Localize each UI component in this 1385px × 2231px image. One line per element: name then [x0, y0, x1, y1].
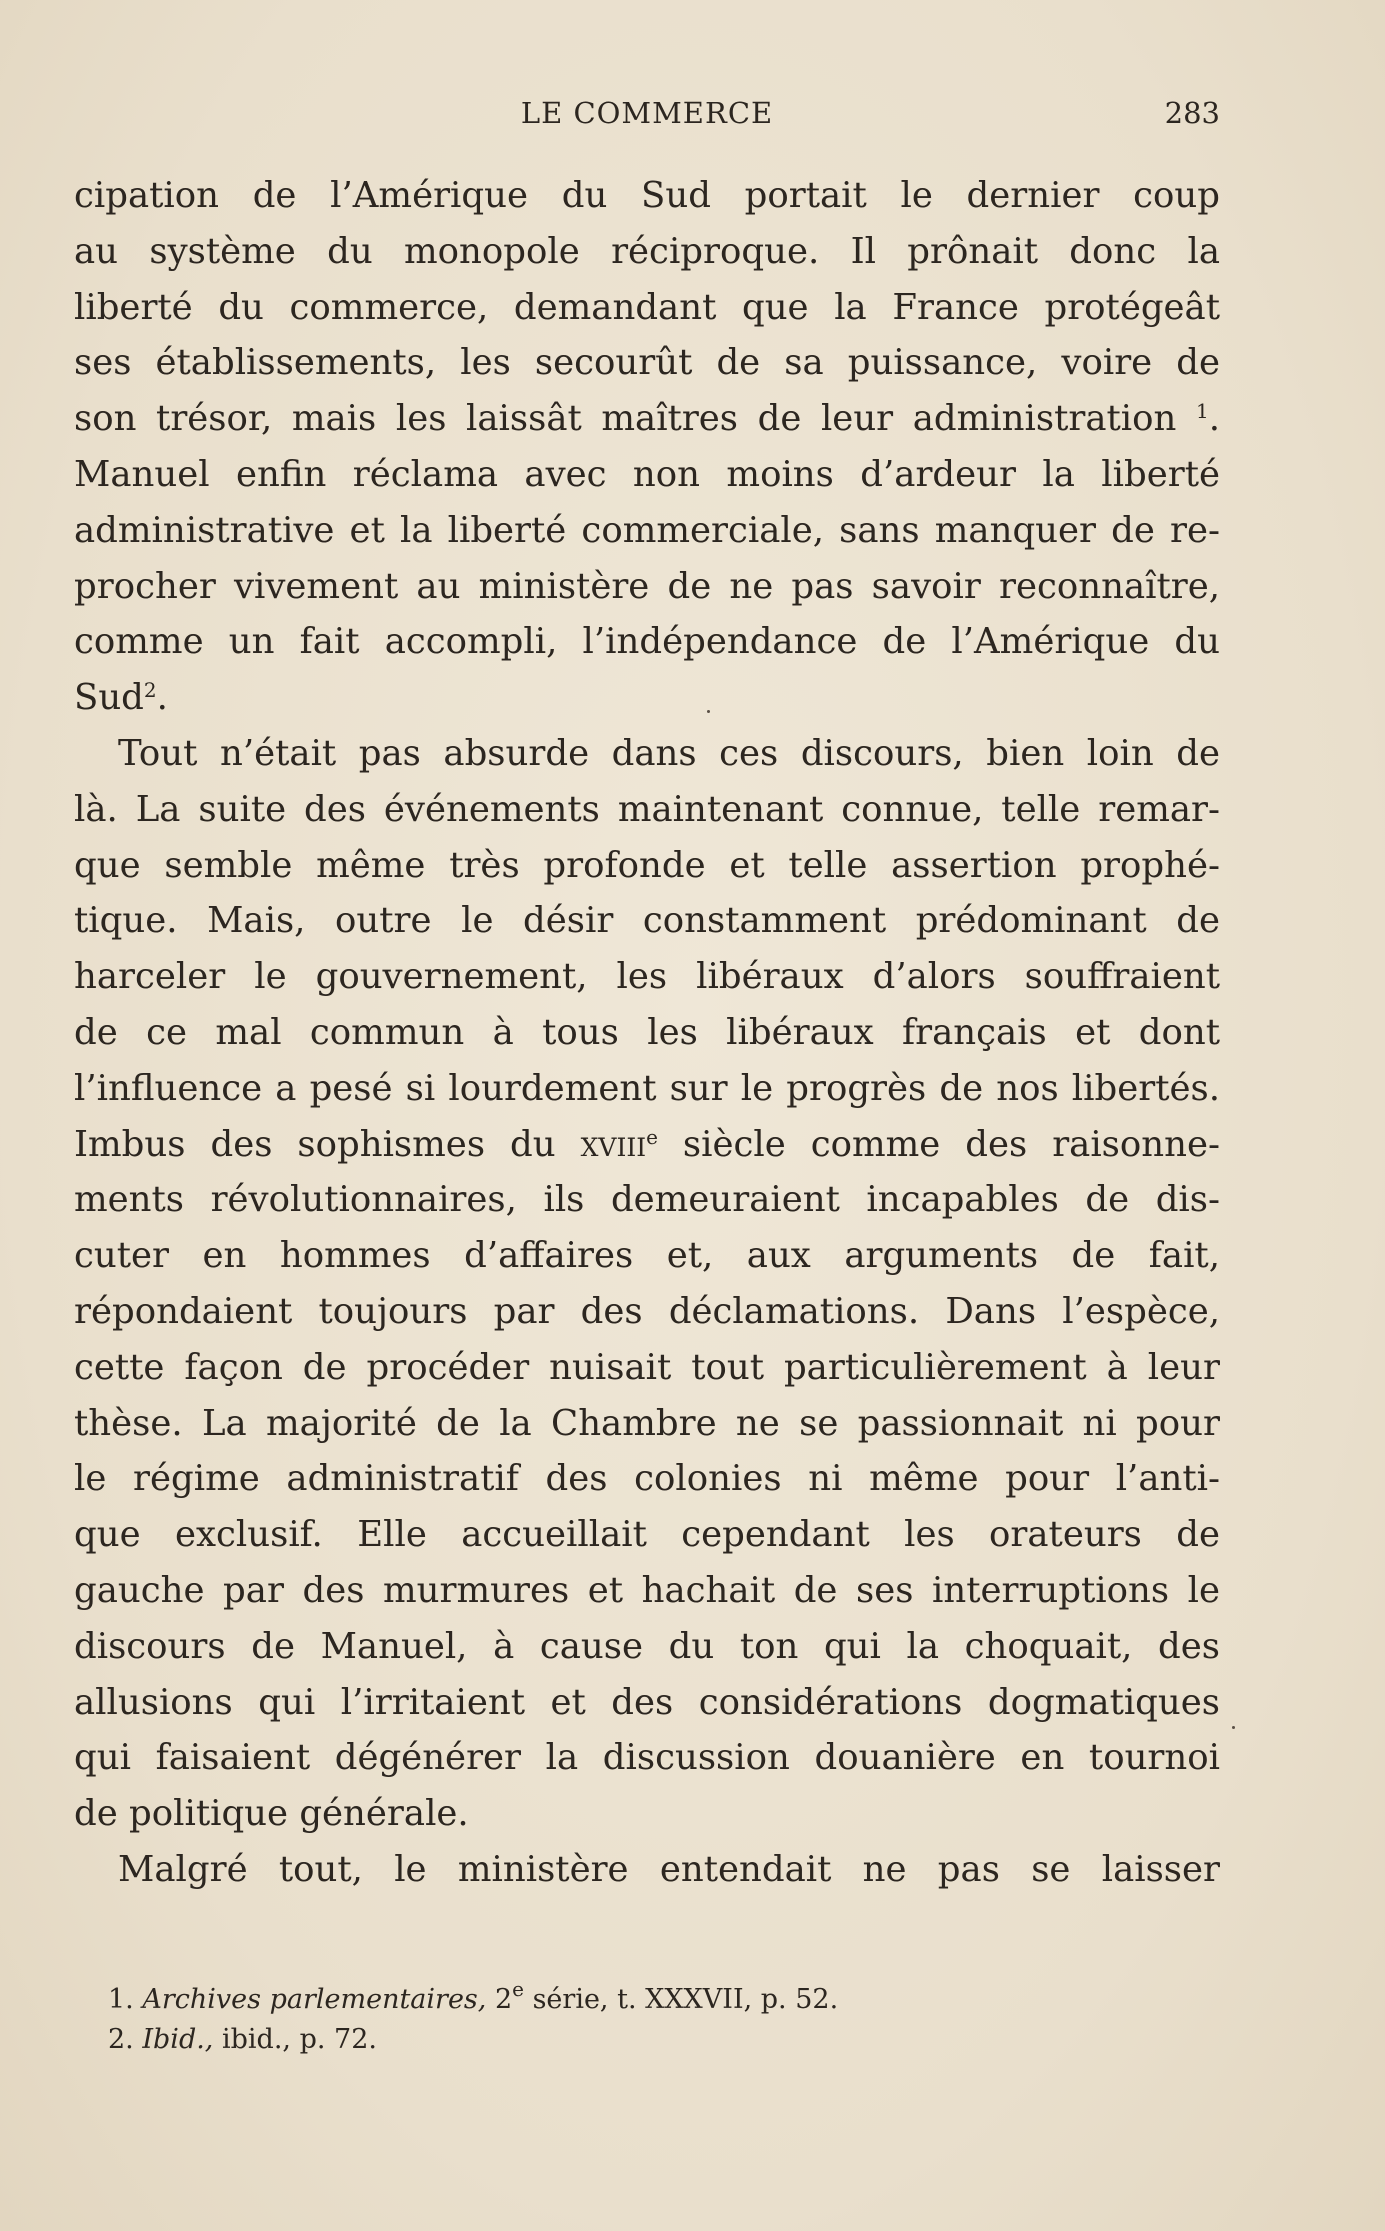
text-line: l’influence a pesé si lourdement sur le progrès de nos libertés.: [74, 1067, 1220, 1109]
century-numeral: xviii: [580, 1123, 647, 1165]
footnote-ref: 2: [143, 678, 157, 703]
footnote-text: série, t. XXXVII, p. 52.: [532, 1984, 839, 2015]
paper-speck: [1232, 1726, 1235, 1729]
text-line: répondaient toujours par des déclamations. Dans l’espèce,: [74, 1290, 1220, 1332]
footnote-title: Ibid.,: [142, 2024, 214, 2055]
text-line: comme un fait accompli, l’indépendance de l’Amérique du: [74, 621, 1220, 663]
text-line: gauche par des murmures et hachait de ses interruptions le: [74, 1569, 1220, 1611]
text-line: au système du monopole réciproque. Il prônait donc la: [74, 230, 1220, 272]
paper-speck: [707, 710, 710, 713]
text-fragment: son trésor, mais les laissât maîtres de leur administration: [74, 398, 1177, 440]
page-header: [74, 96, 1220, 136]
text-line: Sud$^2$.: [74, 677, 168, 719]
text-line: thèse. La majorité de la Chambre ne se passionnait ni pour: [74, 1402, 1220, 1444]
text-fragment: Sud: [74, 677, 144, 719]
footnote-ref: 1: [1195, 399, 1209, 424]
text-line: cette façon de procéder nuisait tout particulièrement à leur: [74, 1346, 1220, 1388]
text-line: ments révolutionnaires, ils demeuraient incapables de dis-: [74, 1179, 1220, 1221]
footnote-text: ibid., p. 72.: [222, 2024, 377, 2055]
text-line: tique. Mais, outre le désir constamment prédominant de: [74, 900, 1220, 942]
text-line: discours de Manuel, à cause du ton qui la choquait, des: [74, 1625, 1220, 1667]
text-line: Tout n’était pas absurde dans ces discours, bien loin de: [118, 732, 1220, 774]
body-text: [74, 168, 1220, 1898]
text-line: que semble même très profonde et telle assertion prophé-: [74, 844, 1220, 886]
text-line: de ce mal commun à tous les libéraux français et dont: [74, 1011, 1220, 1053]
text-fragment: siècle comme des raisonne-: [682, 1123, 1221, 1165]
footnote-series-suffix: e: [512, 1977, 524, 2001]
text-line: qui faisaient dégénérer la discussion douanière en tournoi: [74, 1737, 1220, 1779]
text-line: allusions qui l’irritaient et des considérations dogmatiques: [74, 1681, 1220, 1723]
text-line: Malgré tout, le ministère entendait ne pas se laisser: [118, 1848, 1220, 1890]
text-line: le régime administratif des colonies ni même pour l’anti-: [74, 1458, 1220, 1500]
text-line: ses établissements, les secourût de sa puissance, voire de: [74, 342, 1220, 384]
footnote: [108, 2020, 1220, 2060]
text-line: de politique générale.: [74, 1793, 469, 1835]
text-fragment: Imbus des sophismes du: [74, 1123, 556, 1165]
footnote-title: Archives parlementaires,: [142, 1984, 487, 2015]
text-line: cipation de l’Amérique du Sud portait le dernier coup: [74, 175, 1220, 216]
text-line: que exclusif. Elle accueillait cependant les orateurs de: [74, 1514, 1220, 1556]
text-line: son trésor, mais les laissât maîtres de leur administration $^1$.: [74, 398, 1220, 440]
text-line: liberté du commerce, demandant que la France protégeât: [74, 286, 1220, 328]
running-title: LE COMMERCE: [520, 96, 774, 130]
text-line: harceler le gouvernement, les libéraux d’alors souffraient: [74, 956, 1220, 998]
footnote-series: 2: [494, 1984, 513, 2015]
text-line: [74, 1117, 1220, 1173]
text-line: procher vivement au ministère de ne pas savoir reconnaître,: [74, 565, 1220, 607]
footnote-number: 2.: [108, 2024, 134, 2055]
text-line: là. La suite des événements maintenant connue, telle remar-: [74, 788, 1220, 830]
footnote: [108, 1977, 1220, 2020]
page-number: 283: [1164, 96, 1220, 130]
text-line: cuter en hommes d’affaires et, aux arguments de fait,: [74, 1235, 1220, 1277]
footnotes: [108, 1977, 1220, 2060]
text-line: administrative et la liberté commerciale, sans manquer de re-: [74, 509, 1220, 551]
footnote-number: 1.: [108, 1984, 134, 2015]
century-suffix: e: [646, 1124, 658, 1149]
text-line: Manuel enfin réclama avec non moins d’ardeur la liberté: [74, 453, 1220, 495]
